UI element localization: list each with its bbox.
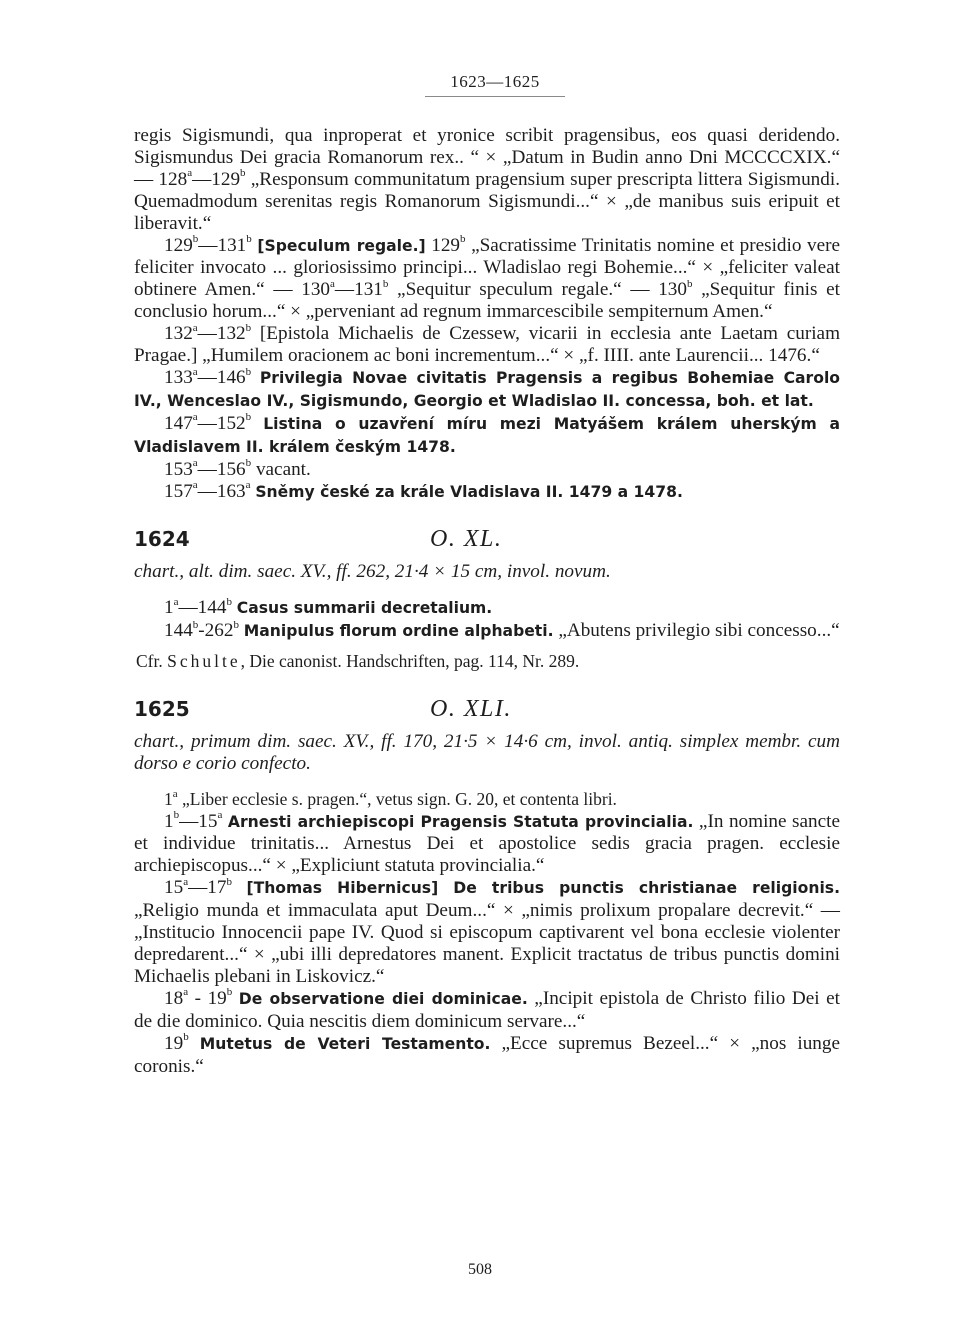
item-title: De observatione diei dominicae. <box>238 989 528 1008</box>
item-snemy: 157$^a$—163$^a$ Sněmy české za krále Vladislava II. 1479 a 1478. <box>164 479 683 502</box>
item-title: [Speculum regale.] <box>257 236 426 255</box>
item-statuta-provincialia: 1$^b$—15$^a$ Arnesti archiepiscopi Pragensis Statuta provincialia. „In nomine sancte et individue trinitatis... Arnestus Dei et apostolice sedis gracia pragen. ecclesie archiepiscopus...“ × „Expliciunt statuta provincialia.“ <box>134 809 840 877</box>
item-de-observatione: 18$^a$ - 19$^b$ De observatione diei dominicae. „Incipit epistola de Christo filio Dei et de die dominico. Quia nescitis diem dominicum servare...“ <box>134 986 841 1032</box>
item-title: Casus summarii decretalium. <box>236 599 493 618</box>
entry-number: 1625 <box>134 696 190 721</box>
header-rule <box>425 96 565 97</box>
page-body <box>134 125 840 1077</box>
item-title: Arnesti archiepiscopi Pragensis Statuta provincialia. <box>227 812 694 831</box>
item-mutetus: 19$^b$ Mutetus de Veteri Testamento. „Ecce supremus Bezeel...“ × „nos iunge coronis.“ <box>134 1031 840 1077</box>
item-title: Sněmy české za krále Vladislava II. 1479 a 1478. <box>255 482 683 501</box>
entry-description: chart., alt. dim. saec. XV., ff. 262, 21·4 × 15 cm, invol. novum. <box>134 561 611 583</box>
item-title: Mutetus de Veteri Testamento. <box>199 1034 491 1053</box>
item-casus-summarii: 1$^a$—144$^b$ Casus summarii decretalium. <box>164 595 493 619</box>
continuation-paragraph: regis Sigismundi, qua inproperat et yronice scribit pragensibus, eos quasi deridendo. Sigismundus Dei gracia Romanorum rex.. “ × „Datum in Budin anno Dni MCCCCXIX.“ — 128$^a$—129$^b$ „Responsum communitatum pragensium super prescripta littera Sigismundi. Quemadmodum serenitas regis Romanorum Sigismundi...“ × „de manibus suis eripuit et liberavit.“ <box>134 125 841 234</box>
entry-description: chart., primum dim. saec. XV., ff. 170, 21·5 × 14·6 cm, invol. antiq. simplex membr. cum dorso e corio confecto. <box>134 730 840 774</box>
item-liber-ecclesie: 1$^a$ „Liber ecclesie s. pragen.“, vetus sign. G. 20, et contenta libri. <box>164 787 617 809</box>
running-header: 1623—1625 <box>450 72 540 91</box>
item-speculum-regale: 129$^b$—131$^b$ [Speculum regale.] 129$^b$ „Sacratissime Trinitatis nomine et presidio vere feliciter invocato ... gloriosissimo principi... Wladislao regi Bohemie...“ × „feliciter valeat obtinere Amen.“ — 130$^a$—131$^b$ „Sequitur speculum regale.“ — 130$^b$ „Sequitur finis et conclusio horum...“ × „perveniant ad regnum immarcescibile sempiternum Amen.“ <box>134 233 841 323</box>
bibliography-reference: Cfr. Schulte, Die canonist. Handschriften, pag. 114, Nr. 289. <box>136 651 580 672</box>
entry-signature: O. XLI. <box>430 695 512 722</box>
item-manipulus-florum: 144$^b$-262$^b$ Manipulus florum ordine alphabeti. „Abutens privilegio sibi concesso...“ <box>164 618 840 642</box>
page-number: 508 <box>468 1261 492 1278</box>
entry-heading-1624 <box>134 526 840 553</box>
item-title: Manipulus florum ordine alphabeti. <box>243 622 554 641</box>
item-listina: 147$^a$—152$^b$ Listina o uzavření míru mezi Matyášem králem uherským a Vladislavem II. králem českým 1478. <box>134 411 840 456</box>
entry-heading-1625 <box>134 695 840 722</box>
entry-signature: O. XL. <box>430 526 503 553</box>
item-title: Privilegia Novae civitatis Pragensis a regibus Bohemiae Carolo IV., Wenceslao IV., Sigismundo, Georgio et Wladislao II. concessa, boh. et lat. <box>134 368 840 410</box>
item-title: Listina o uzavření míru mezi Matyášem králem uherským a Vladislavem II. králem českým 1478. <box>134 414 840 456</box>
item-vacant: 153$^a$—156$^b$ vacant. <box>164 457 311 480</box>
item-privilegia: 133$^a$—146$^b$ Privilegia Novae civitatis Pragensis a regibus Bohemiae Carolo IV., Wenceslao IV., Sigismundo, Georgio et Wladislao II. concessa, boh. et lat. <box>134 365 840 410</box>
entry-number: 1624 <box>134 527 190 552</box>
item-epistola: 132$^a$—132$^b$ [Epistola Michaelis de Czessew, vicarii in ecclesia ante Laetam curiam Pragae.] „Humilem oracionem ac boni incrementum...“ × „f. IIII. ante Laurencii... 1476.“ <box>134 321 840 367</box>
item-de-tribus-punctis: 15$^a$—17$^b$ [Thomas Hibernicus] De tribus punctis christianae religionis. „Religio munda et immaculata aput Deum...“ × „nimis prolixum propalare decrevit.“ — „Institucio Innocencii pape IV. Quod si episcopum captivarent vel bona ecclesie violenter depredarent...“ × „ubi illi depredatores manent. Explicit tractatus de tribus punctis domini Michaelis plebani in Liskovicz.“ <box>134 875 840 987</box>
item-title: [Thomas Hibernicus] De tribus punctis christianae religionis. <box>246 879 840 898</box>
